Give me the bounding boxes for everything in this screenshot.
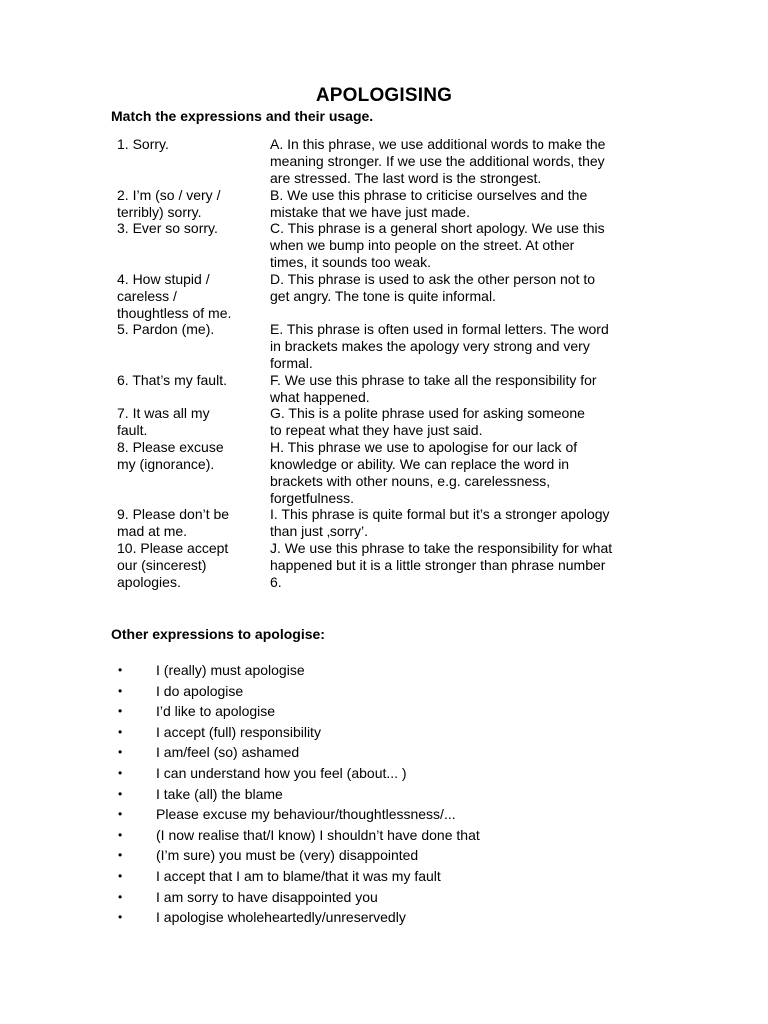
list-item [0, 847, 768, 868]
list-item-text: I (really) must apologise [156, 662, 305, 678]
list-item [0, 786, 768, 807]
expression-cell: 8. Please excuse my (ignorance). [117, 439, 224, 472]
list-item-text: (I’m sure) you must be (very) disappointed [156, 847, 419, 864]
usage-cell: B. We use this phrase to criticise ourselves and the mistake that we have just made. [270, 187, 588, 220]
usage-cell: E. This phrase is often used in formal letters. The word in brackets makes the apology very strong and very formal. [270, 321, 609, 371]
list-item-text: Please excuse my behaviour/thoughtlessness/... [156, 806, 456, 823]
usage-cell: H. This phrase we use to apologise for our lack of knowledge or ability. We can replace the word in brackets with other nouns, e.g. carelessness, forgetfulness. [270, 439, 578, 506]
instructions: Match the expressions and their usage. [111, 108, 374, 124]
list-item-text: I take (all) the blame [156, 785, 283, 802]
list-item [0, 683, 768, 704]
bullet-icon: • [118, 868, 123, 883]
expression-cell: 5. Pardon (me). [117, 321, 215, 337]
list-item [0, 724, 768, 745]
expression-cell: 6. That’s my fault. [117, 372, 227, 388]
usage-cell: I. This phrase is quite formal but it’s a stronger apology than just ‚sorry’. [270, 506, 610, 539]
expression-cell: 10. Please accept our (sincerest) apologies. [117, 540, 229, 590]
list-item-text: I am sorry to have disappointed you [156, 888, 378, 905]
expression-cell: 1. Sorry. [117, 136, 169, 152]
list-item-text: I apologise wholeheartedly/unreservedly [156, 909, 406, 926]
list-item [0, 703, 768, 724]
usage-cell: G. This is a polite phrase used for asking someone to repeat what they have just said. [270, 405, 585, 438]
list-item-text: I accept that I am to blame/that it was my fault [156, 867, 441, 884]
bullet-icon: • [118, 765, 123, 780]
bullet-icon: • [118, 827, 123, 842]
list-item [0, 868, 768, 889]
bullet-icon: • [118, 910, 123, 925]
list-item [0, 827, 768, 848]
expression-cell: 9. Please don’t be mad at me. [117, 506, 230, 539]
usage-cell: J. We use this phrase to take the responsibility for what happened but it is a little stronger than phrase number 6. [270, 540, 613, 590]
list-item-text: I’d like to apologise [156, 703, 276, 720]
list-item-text: (I now realise that/I know) I shouldn’t have done that [156, 826, 480, 843]
expression-cell: 2. I’m (so / very / terribly) sorry. [117, 187, 221, 220]
expression-cell: 7. It was all my fault. [117, 405, 210, 438]
expression-cell: 3. Ever so sorry. [117, 220, 218, 236]
list-item [0, 806, 768, 827]
usage-cell: C. This phrase is a general short apology. We use this when we bump into people on the street. At other times, it sounds too weak. [270, 220, 605, 270]
bullet-icon: • [118, 786, 123, 801]
list-item [0, 765, 768, 786]
list-item [0, 744, 768, 765]
list-item [0, 909, 768, 930]
bullet-list [0, 662, 768, 930]
bullet-icon: • [118, 683, 123, 698]
bullet-icon: • [118, 745, 123, 760]
list-item-text: I can understand how you feel (about... ) [156, 764, 407, 781]
usage-cell: F. We use this phrase to take all the responsibility for what happened. [270, 372, 597, 405]
bullet-icon: • [118, 807, 123, 822]
usage-cell: D. This phrase is used to ask the other person not to get angry. The tone is quite informal. [270, 271, 596, 304]
list-item [0, 662, 768, 683]
usage-cell: A. In this phrase, we use additional words to make the meaning stronger. If we use the additional words, they are stressed. The last word is the strongest. [270, 136, 606, 186]
expression-cell: 4. How stupid / careless / thoughtless of me. [117, 271, 232, 321]
bullet-icon: • [118, 663, 123, 677]
list-item [0, 889, 768, 910]
bullet-icon: • [118, 724, 123, 739]
bullet-icon: • [118, 848, 123, 863]
bullet-icon: • [118, 704, 123, 719]
list-item-text: I do apologise [156, 682, 244, 699]
page-title: APOLOGISING [315, 85, 453, 106]
bullet-icon: • [118, 889, 123, 904]
list-item-text: I am/feel (so) ashamed [156, 744, 300, 761]
list-item-text: I accept (full) responsibility [156, 723, 321, 740]
section-heading: Other expressions to apologise: [111, 626, 325, 642]
